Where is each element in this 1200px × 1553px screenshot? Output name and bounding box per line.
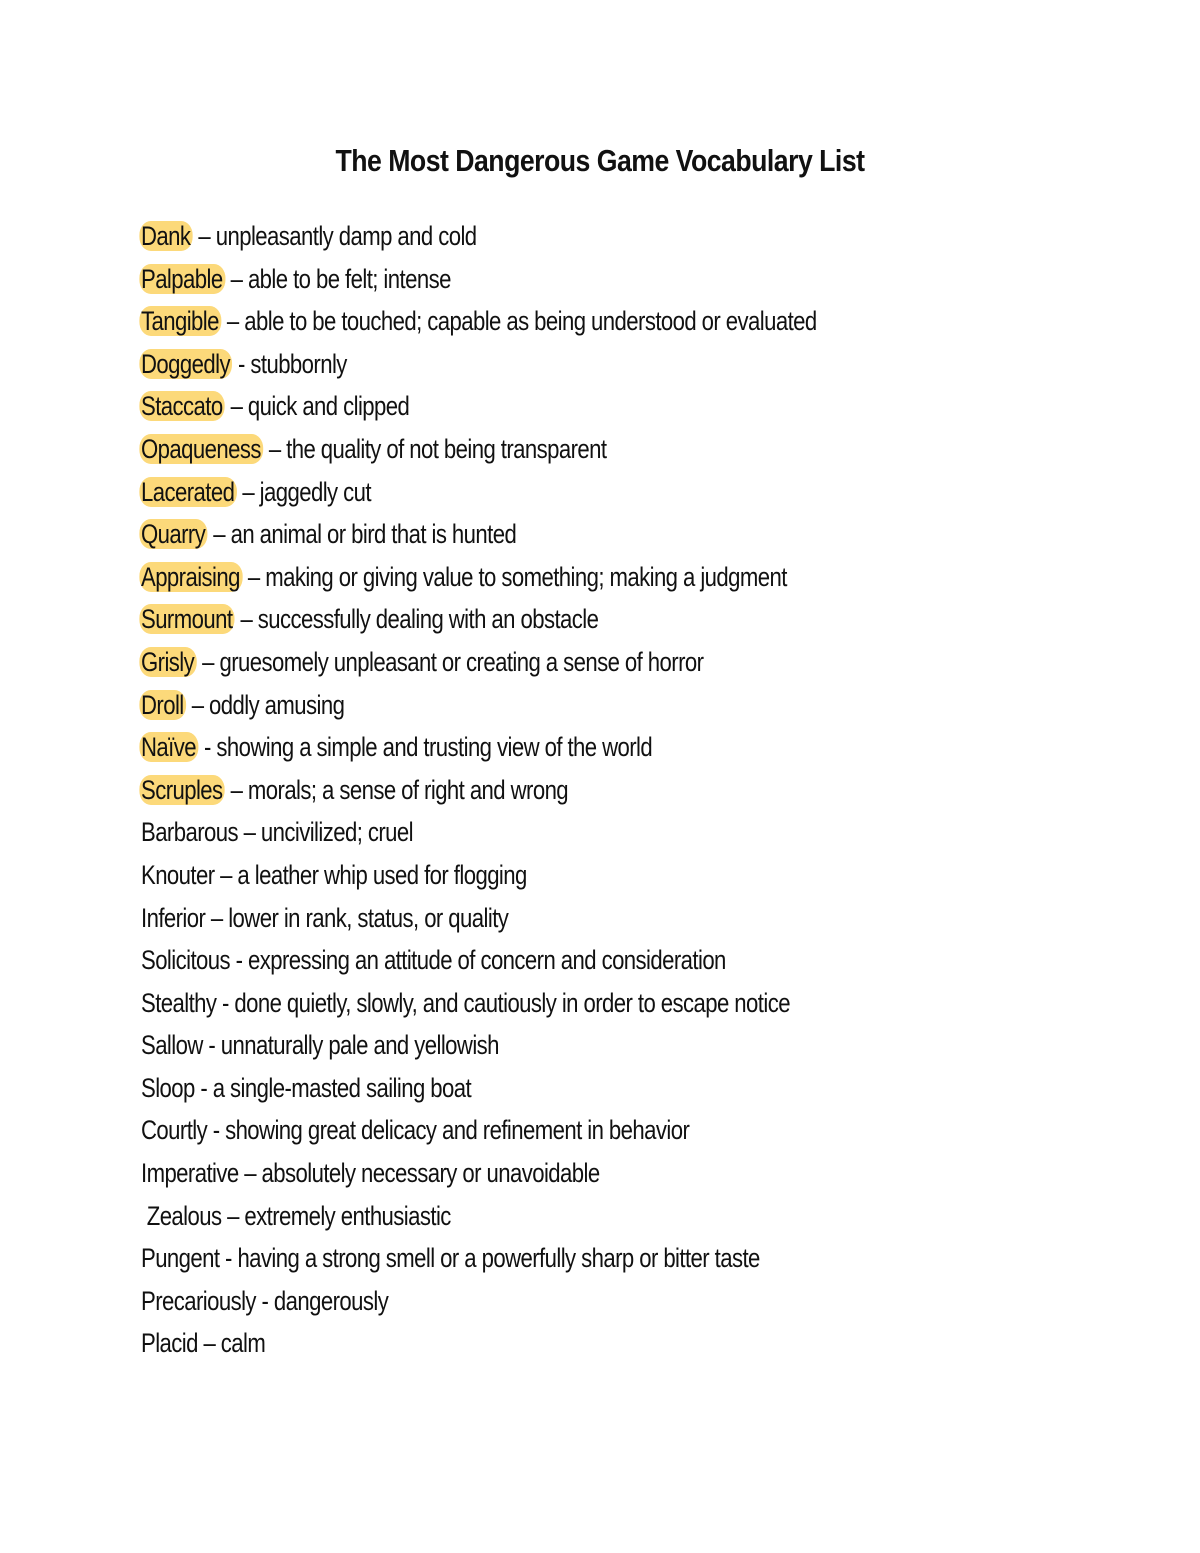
vocab-separator: – (221, 1200, 245, 1231)
vocab-term: Sloop (141, 1072, 195, 1103)
vocab-definition: quick and clipped (247, 391, 410, 422)
vocab-definition: a leather whip used for flogging (237, 859, 527, 890)
vocab-entry (141, 1109, 961, 1152)
vocab-entry (141, 1237, 961, 1280)
vocab-separator: - (216, 987, 235, 1018)
vocab-entry (141, 471, 961, 514)
vocab-definition: able to be touched; capable as being understood or evaluated (244, 306, 817, 337)
vocab-separator: - (230, 945, 248, 976)
vocab-term-highlighted: Grisly (139, 647, 196, 677)
vocab-definition: the quality of not being transparent (286, 433, 607, 464)
vocab-term: Stealthy (141, 987, 217, 1018)
vocab-entry (141, 1024, 961, 1067)
vocab-term-highlighted: Scruples (139, 775, 225, 805)
vocab-entry (141, 428, 961, 471)
vocab-entry (141, 982, 961, 1025)
vocab-entry (141, 300, 961, 343)
vocab-definition: uncivilized; cruel (260, 817, 413, 848)
vocab-definition: done quietly, slowly, and cautiously in order to escape notice (234, 987, 790, 1018)
vocab-term: Barbarous (141, 817, 238, 848)
page-title: The Most Dangerous Game Vocabulary List (335, 143, 865, 178)
vocab-separator: – (221, 306, 245, 337)
vocab-separator: – (236, 476, 260, 507)
vocab-entry (141, 258, 961, 301)
vocab-entry (141, 598, 961, 641)
vocab-separator: – (263, 433, 287, 464)
vocab-separator: – (225, 391, 248, 422)
vocab-definition: absolutely necessary or unavoidable (261, 1158, 600, 1189)
vocab-term-highlighted: Palpable (139, 264, 225, 294)
vocab-separator: – (242, 561, 266, 592)
vocab-term: Sallow (141, 1030, 203, 1061)
vocab-entry (141, 769, 961, 812)
vocabulary-list (141, 215, 1141, 1365)
vocab-term: Zealous (146, 1200, 222, 1231)
vocab-entry (141, 897, 961, 940)
vocab-term: Knouter (141, 859, 215, 890)
vocab-term-highlighted: Quarry (139, 519, 207, 549)
vocab-separator: - (219, 1243, 238, 1274)
vocab-entry (141, 811, 961, 854)
vocab-separator: – (238, 1158, 262, 1189)
vocab-term: Placid (141, 1328, 198, 1359)
vocab-term: Solicitous (141, 945, 231, 976)
vocab-term-highlighted: Doggedly (139, 349, 232, 379)
vocab-term-highlighted: Appraising (139, 562, 242, 592)
vocab-entry (141, 1322, 961, 1365)
vocab-separator: – (197, 1328, 221, 1359)
vocab-separator: – (207, 519, 231, 550)
vocab-term: Pungent (141, 1243, 220, 1274)
vocab-entry (141, 556, 961, 599)
vocab-definition: gruesomely unpleasant or creating a sense of horror (219, 646, 704, 677)
vocab-separator: – (192, 221, 216, 251)
vocab-separator: – (186, 689, 210, 720)
vocab-separator: – (234, 604, 258, 635)
vocab-definition: making or giving value to something; making a judgment (265, 561, 787, 592)
vocab-separator: - (207, 1115, 226, 1146)
vocab-entry (141, 684, 961, 727)
vocab-entry (141, 726, 961, 769)
vocab-entry (141, 513, 961, 556)
vocab-term-highlighted: Naïve (139, 732, 198, 762)
vocab-definition: extremely enthusiastic (244, 1200, 451, 1231)
vocab-definition: successfully dealing with an obstacle (257, 604, 599, 635)
vocab-definition: stubbornly (250, 348, 347, 379)
vocab-entry (141, 939, 961, 982)
vocab-entry (141, 641, 961, 684)
vocab-definition: a single-masted sailing boat (212, 1072, 472, 1103)
vocab-separator: – (205, 902, 229, 933)
vocab-definition: unnaturally pale and yellowish (220, 1030, 499, 1061)
vocab-definition: able to be felt; intense (247, 263, 451, 294)
vocab-definition: showing great delicacy and refinement in behavior (225, 1115, 690, 1146)
vocab-term-highlighted: Lacerated (139, 477, 236, 507)
vocab-entry (141, 1067, 961, 1110)
vocab-entry (141, 343, 961, 386)
vocab-term-highlighted: Tangible (139, 306, 221, 336)
vocab-definition: jaggedly cut (259, 476, 371, 507)
vocab-entry (141, 1280, 961, 1323)
vocab-definition: an animal or bird that is hunted (230, 519, 517, 550)
vocab-definition: oddly amusing (209, 689, 345, 720)
vocab-separator: – (225, 774, 248, 805)
vocab-definition: morals; a sense of right and wrong (247, 774, 569, 805)
vocab-separator: - (232, 348, 251, 379)
vocab-definition: lower in rank, status, or quality (228, 902, 509, 933)
vocab-term: Courtly (141, 1115, 208, 1146)
vocab-definition: showing a simple and trusting view of the world (216, 732, 653, 763)
vocab-entry (141, 854, 961, 897)
vocab-separator: – (237, 817, 261, 848)
vocab-term: Imperative (141, 1158, 239, 1189)
vocab-definition: expressing an attitude of concern and consideration (247, 945, 726, 976)
vocab-separator: - (202, 1030, 221, 1061)
vocab-term: Inferior (141, 902, 206, 933)
vocab-separator: – (225, 263, 248, 294)
vocab-term: Precariously (141, 1285, 256, 1316)
vocab-entry (141, 385, 961, 428)
vocab-definition: having a strong smell or a powerfully sharp or bitter taste (237, 1243, 760, 1274)
vocab-definition: unpleasantly damp and cold (215, 221, 477, 251)
vocab-entry (141, 1152, 961, 1195)
vocab-entry (141, 1195, 961, 1238)
vocab-term-highlighted: Opaqueness (139, 434, 263, 464)
vocab-separator: - (198, 732, 217, 763)
vocab-entry (141, 215, 961, 258)
vocab-separator: – (196, 646, 220, 677)
vocab-separator: – (214, 859, 238, 890)
vocab-definition: dangerously (273, 1285, 389, 1316)
vocab-term-highlighted: Staccato (139, 391, 225, 421)
vocab-separator: - (194, 1072, 213, 1103)
vocab-term-highlighted: Dank (139, 221, 192, 251)
vocab-separator: - (255, 1285, 274, 1316)
vocab-term-highlighted: Droll (139, 690, 186, 720)
vocab-definition: calm (220, 1328, 266, 1359)
vocab-term-highlighted: Surmount (139, 604, 235, 634)
